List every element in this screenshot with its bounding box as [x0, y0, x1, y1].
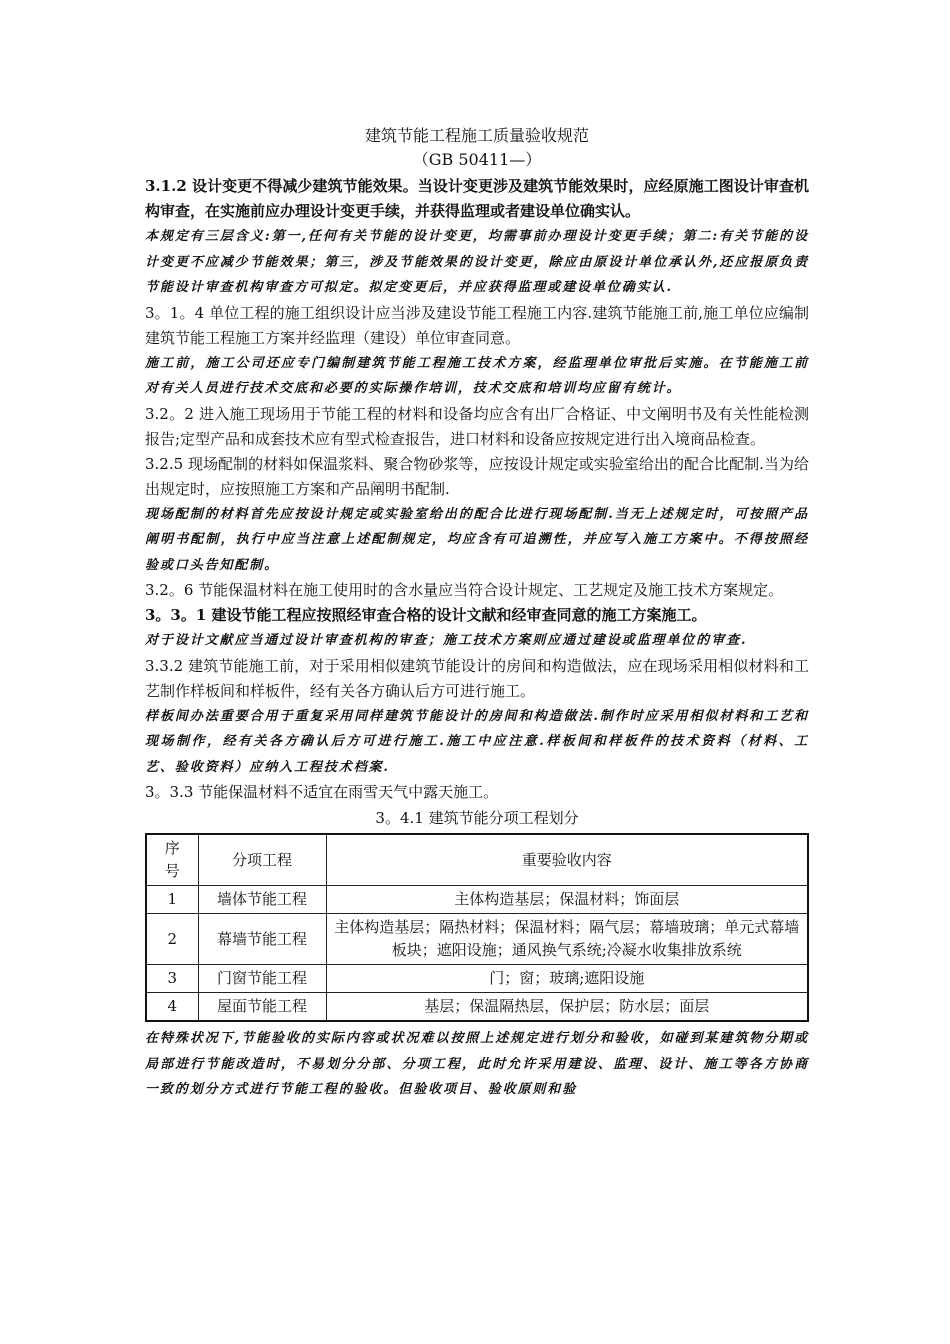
document-page	[145, 124, 809, 1103]
table-caption: 3。4.1 建筑节能分项工程划分	[375, 809, 579, 827]
document-body	[145, 174, 809, 805]
clause-paragraph: 3。3。1 建设节能工程应按照经审查合格的设计文献和经审查同意的施工方案施工。	[145, 606, 707, 624]
subitem-table	[145, 833, 809, 1022]
clause-paragraph: 3.3.2 建筑节能施工前，对于采用相似建筑节能设计的房间和构造做法，应在现场采用相似材料和工艺制作样板间和样板件，经有关各方确认后方可进行施工。	[145, 656, 809, 700]
clause-paragraph: 3.2。6 节能保温材料在施工使用时的含水量应当符合设计规定、工艺规定及施工技术方案规定。	[145, 581, 784, 599]
row-content: 主体构造基层；隔热材料；保温材料；隔气层；幕墙玻璃；单元式幕墙板块；遮阳设施；通风换气系统;冷凝水收集排放系统	[326, 914, 808, 965]
row-subitem: 墙体节能工程	[198, 886, 326, 914]
clause-paragraph: 3.1.2 设计变更不得减少建筑节能效果。当设计变更涉及建筑节能效果时，应经原施工图设计审查机构审查，在实施前应办理设计变更手续，并获得监理或者建设单位确实认。	[145, 177, 809, 220]
row-subitem: 幕墙节能工程	[198, 914, 326, 965]
footer-note: 在特殊状况下,节能验收的实际内容或状况难以按照上述规定进行划分和验收，如碰到某建筑物分期或局部进行节能改造时，不易划分分部、分项工程，此时允许采用建设、监理、设计、施工等各方协商一致的划分方式进行节能工程的验收。但验收项目、验收原则和验	[145, 1031, 809, 1097]
row-subitem: 门窗节能工程	[198, 965, 326, 993]
commentary-paragraph: 对于设计文献应当通过设计审查机构的审查；施工技术方案则应通过建设或监理单位的审查.	[145, 633, 748, 648]
document-title: 建筑节能工程施工质量验收规范	[364, 126, 589, 145]
commentary-paragraph: 样板间办法重要合用于重复采用同样建筑节能设计的房间和构造做法.制作时应采用相似材料和工艺和现场制作，经有关各方确认后方可进行施工.施工中应注意.样板间和样板件的技术资料（材料、工艺、验收资料）应纳入工程技术档案.	[145, 708, 809, 775]
row-index: 3	[146, 965, 198, 993]
clause-paragraph: 3.2.5 现场配制的材料如保温浆料、聚合物砂浆等，应按设计规定或实验室给出的配合比配制.当为给出规定时，应按照施工方案和产品阐明书配制.	[145, 454, 809, 498]
table-row	[146, 965, 808, 993]
row-index: 1	[146, 886, 198, 914]
commentary-paragraph: 施工前，施工公司还应专门编制建筑节能工程施工技术方案，经监理单位审批后实施。在节能施工前对有关人员进行技术交底和必要的实际操作培训，技术交底和培训均应留有统计。	[145, 355, 809, 396]
row-content: 主体构造基层；保温材料；饰面层	[326, 886, 808, 914]
commentary-paragraph: 现场配制的材料首先应按设计规定或实验室给出的配合比进行现场配制.当无上述规定时，可按照产品阐明书配制，执行中应当注意上述配制规定，均应含有可追溯性，并应写入施工方案中。不得按照经验或口头告知配制。	[145, 506, 809, 573]
table-header-row	[146, 834, 808, 886]
row-index: 4	[146, 993, 198, 1022]
table-row	[146, 993, 808, 1022]
clause-paragraph: 3。3.3 节能保温材料不适宜在雨雪天气中露天施工。	[145, 783, 499, 801]
row-index: 2	[146, 914, 198, 965]
clause-paragraph: 3。1。4 单位工程的施工组织设计应当涉及建设节能工程施工内容.建筑节能施工前,施工单位应编制建筑节能工程施工方案并经监理（建设）单位审查同意。	[145, 303, 809, 347]
table-row	[146, 914, 808, 965]
row-subitem: 屋面节能工程	[198, 993, 326, 1022]
clause-paragraph: 3.2。2 进入施工现场用于节能工程的材料和设备均应含有出厂合格证、中文阐明书及有关性能检测报告;定型产品和成套技术应有型式检查报告，进口材料和设备应按规定进行出入境商品检查。	[145, 404, 809, 448]
commentary-paragraph: 本规定有三层含义:第一,任何有关节能的设计变更，均需事前办理设计变更手续；第二:有关节能的设计变更不应减少节能效果；第三，涉及节能效果的设计变更，除应由原设计单位承认外,还应报原负责节能设计审查机构审查方可拟定。拟定变更后，并应获得监理或建设单位确实认.	[145, 229, 809, 295]
document-subtitle: （GB 50411—）	[412, 150, 542, 169]
table-body	[146, 886, 808, 1022]
table-row	[146, 886, 808, 914]
header-subitem: 分项工程	[198, 834, 326, 886]
header-index: 序号	[146, 834, 198, 886]
header-content: 重要验收内容	[326, 834, 808, 886]
row-content: 门；窗；玻璃;遮阳设施	[326, 965, 808, 993]
row-content: 基层；保温隔热层，保护层；防水层；面层	[326, 993, 808, 1022]
